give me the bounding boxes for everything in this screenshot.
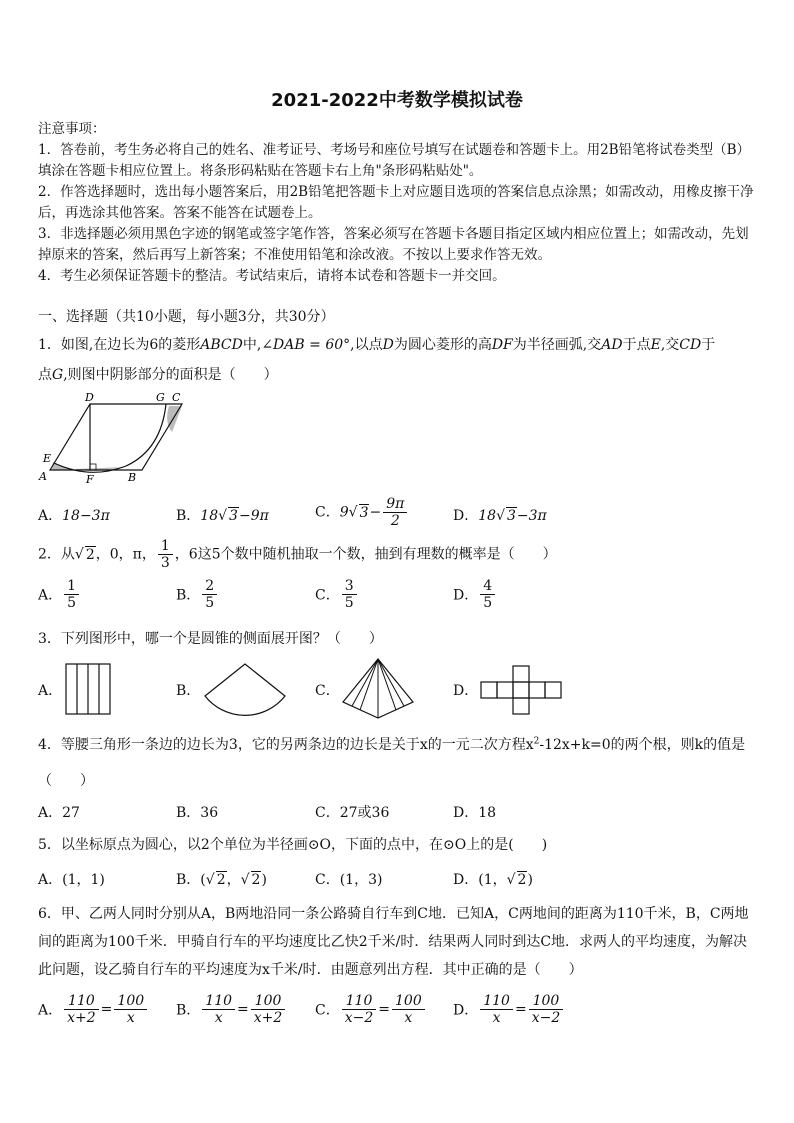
- q2-option-a[interactable]: A． $\frac{1}{5}$: [38, 578, 81, 611]
- q6-option-c[interactable]: C． $\frac{110}{x-2}$ = $\frac{100}{x}$: [315, 993, 427, 1026]
- q2-stem: 2．从√ 2，0，π， $\frac{1}{3}$ ，6这5个数中随机抽取一个数，抽到有理数的概率是（ ）: [38, 538, 557, 572]
- q6-option-a[interactable]: A． $\frac{110}{x+2}$ = $\frac{100}{x}$: [38, 993, 149, 1026]
- q2-option-b[interactable]: B． $\frac{2}{5}$: [176, 578, 219, 611]
- label-B: B: [128, 471, 137, 484]
- q6-option-b[interactable]: B． $\frac{110}{x}$ = $\frac{100}{x+2}$: [176, 993, 287, 1026]
- arc-EG: [54, 404, 166, 472]
- q4-option-b[interactable]: B．36: [176, 805, 219, 821]
- q3-option-d-label[interactable]: D．: [453, 683, 479, 699]
- q3-option-d-cube-net[interactable]: [479, 664, 579, 716]
- q2-option-d[interactable]: D． $\frac{4}{5}$: [453, 578, 497, 611]
- q6-option-d[interactable]: D． $\frac{110}{x}$ = $\frac{100}{x-2}$: [453, 993, 565, 1026]
- q3-option-c-pyramid[interactable]: [340, 656, 416, 722]
- q1-line1: 1．如图,在边长为6的菱形ABCD中,∠DAB = 60°,以点D为圆心菱形的高DF为半径画弧,交AD于点E,交CD于: [38, 337, 716, 353]
- q1-option-c[interactable]: C．9√ 3− $\frac{9\pi}{2}$: [315, 496, 409, 529]
- q3-option-c-label[interactable]: C．: [315, 683, 340, 699]
- q4-option-d[interactable]: D．18: [453, 805, 497, 821]
- q3-option-a-rectangles[interactable]: [64, 662, 112, 716]
- q4-stem: 4．等腰三角形一条边的边长为3，它的另两条边的边长是关于x的一元二次方程$x^2-12x+k=0$的两个根，则k的值是: [38, 736, 746, 753]
- q4-option-c[interactable]: C．27或36: [315, 805, 390, 821]
- notice-item-1: 1．答卷前，考生务必将自己的姓名、准考证号、考场号和座位号填写在试题卷和答题卡上。用2B铅笔将试卷类型（B）填涂在答题卡相应位置上。将条形码粘贴在答题卡右上角"条形码粘贴处"。: [38, 142, 751, 179]
- q6-stem: 6．甲、乙两人同时分别从A，B两地沿同一条公路骑自行车到C地．已知A，C两地间的距离为110千米，B，C两地间的距离为100千米．甲骑自行车的平均速度比乙快2千米/时．结果两人同时到达C地．求两人的平均速度，为解决此问题，设乙骑自行车的平均速度为x千米/时．由题意列出方程．其中正确的是（ ）: [38, 906, 749, 978]
- page-title: 2021-2022中考数学模拟试卷: [271, 90, 523, 111]
- q1-option-b[interactable]: B．18√ 3−9π: [176, 508, 269, 524]
- rhombus-outline: [50, 404, 182, 470]
- q1-option-a[interactable]: A．18−3π: [38, 508, 110, 524]
- q5-option-c[interactable]: C．(1，3): [315, 872, 383, 888]
- q3-option-b-label[interactable]: B．: [176, 683, 201, 699]
- notice-item-3: 3．非选择题必须用黑色字迹的钢笔或签字笔作答，答案必须写在答题卡各题目指定区域内相应位置上；如需改动，先划掉原来的答案，然后再写上新答案；不准使用铅笔和涂改液。不按以上要求作答无效。: [38, 226, 749, 263]
- label-E: E: [43, 452, 52, 465]
- section-heading: 一、选择题（共10小题，每小题3分，共30分）: [38, 309, 335, 325]
- label-F: F: [86, 473, 94, 486]
- q3-stem: 3．下列图形中，哪一个是圆锥的侧面展开图？（ ）: [38, 631, 383, 647]
- q1-rhombus-figure: [36, 392, 196, 488]
- label-C: C: [172, 392, 181, 404]
- q3-option-b-sector[interactable]: [202, 660, 288, 718]
- label-A: A: [39, 470, 47, 483]
- label-G: G: [156, 392, 165, 404]
- notice-item-2: 2．作答选择题时，选出每小题答案后，用2B铅笔把答题卡上对应题目选项的答案信息点涂黑；如需改动，用橡皮擦干净后，再选涂其他答案。答案不能答在试题卷上。: [38, 184, 754, 221]
- q3-option-a-label[interactable]: A．: [38, 683, 63, 699]
- q1-option-d[interactable]: D．18√ 3−3π: [453, 508, 547, 524]
- q2-option-c[interactable]: C． $\frac{3}{5}$: [315, 578, 359, 611]
- notice-item-4: 4．考生必须保证答题卡的整洁。考试结束后，请将本试卷和答题卡一并交回。: [38, 268, 506, 284]
- shaded-region-right: [167, 406, 182, 432]
- q5-option-b[interactable]: B．(√ 2，√ 2): [176, 872, 267, 888]
- label-D: D: [85, 392, 94, 404]
- q5-option-a[interactable]: A．(1，1): [38, 872, 105, 888]
- q5-option-d[interactable]: D．(1，√ 2): [453, 872, 533, 888]
- q1-line2: 点G,则图中阴影部分的面积是（ ）: [38, 367, 278, 383]
- notice-heading: 注意事项：: [38, 121, 106, 137]
- q4-answer-paren: （ ）: [38, 773, 94, 789]
- q4-option-a[interactable]: A．27: [38, 805, 80, 821]
- q5-stem: 5．以坐标原点为圆心，以2个单位为半径画⊙O，下面的点中，在⊙O上的是( ): [38, 837, 548, 853]
